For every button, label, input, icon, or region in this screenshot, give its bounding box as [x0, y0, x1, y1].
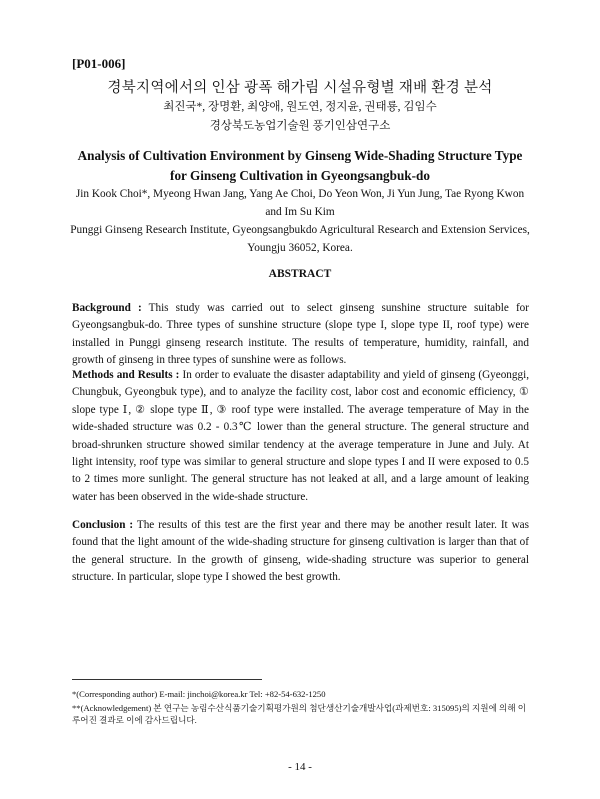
abstract-heading: ABSTRACT [268, 268, 332, 280]
conclusion-label: Conclusion : [72, 519, 134, 531]
footnote-acknowledgement: **(Acknowledgement) 본 연구는 농림수산식품기술기획평가원의 첨단생산기술개발사업(과제번호: 315095)의 지원에 의해 이루어진 결과로 이에 감사드립니다. [72, 703, 527, 725]
english-title-line1: Analysis of Cultivation Environment by Ginseng Wide-Shading Structure Type [77, 148, 523, 163]
korean-authors: 최진국*, 장명환, 최양애, 원도연, 정지윤, 권태룡, 김임수 [163, 101, 437, 113]
conclusion-paragraph [72, 517, 529, 587]
background-paragraph [72, 300, 529, 370]
footnote-corresponding-author: *(Corresponding author) E-mail: jinchoi@korea.kr Tel: +82-54-632-1250 [72, 689, 326, 699]
background-text: This study was carried out to select ginseng sunshine structure suitable for Gyeongsangbuk-do. Three types of sunshine structure (slope type I, slope type II, roof type) were installed in Punggi ginseng research institute. The results of temperature, humidity, rainfall, and growth of ginseng in three types of sunshine were as follows. [72, 302, 529, 367]
english-affiliation: Punggi Ginseng Research Institute, Gyeongsangbukdo Agricultural Research and Extension Services, Youngju 36052, Korea. [70, 224, 530, 254]
methods-paragraph [72, 367, 529, 506]
korean-title: 경북지역에서의 인삼 광폭 해가림 시설유형별 재배 환경 분석 [107, 80, 493, 96]
english-authors: Jin Kook Choi*, Myeong Hwan Jang, Yang Ae Choi, Do Yeon Won, Ji Yun Jung, Tae Ryong Kwon and Im Su Kim [75, 188, 525, 218]
methods-label: Methods and Results : [72, 369, 180, 381]
footnote-divider [72, 679, 262, 680]
english-title [40, 146, 560, 186]
page-number: - 14 - [288, 761, 312, 773]
conclusion-text: The results of this test are the first year and there may be another result later. It was found that the light amount of the wide-shading structure for ginseng cultivation is larger than that of the general structure. In the growth of ginseng, wide-shading structure was superior to general structure. In particular, slope type I showed the best growth. [72, 519, 529, 584]
abstract-code: [P01-006] [72, 56, 126, 71]
korean-affiliation: 경상북도농업기술원 풍기인삼연구소 [209, 120, 391, 132]
english-title-line2: for Ginseng Cultivation in Gyeongsangbuk-do [170, 168, 430, 183]
background-label: Background : [72, 302, 142, 314]
methods-text: In order to evaluate the disaster adaptability and yield of ginseng (Gyeonggi, Chungbuk, Gyeongbuk type), and to analyze the facility cost, labor cost and economic efficiency, ① slope type Ⅰ, ② slope type Ⅱ, ③ roof type were installed. The average temperature of May in the wide-shaded structure was 0.2 - 0.3℃ lower than the general structure. The general structure and broad-shrunken structure showed similar tendency at the average temperature in June and July. At light intensity, roof type was similar to general structure and slope types I and II were exposed to 0.5 to 2 times more sunlight. The general structure has not leaked at all, and a large amount of leaking water has been observed in the wide-shade structure. [72, 369, 529, 503]
